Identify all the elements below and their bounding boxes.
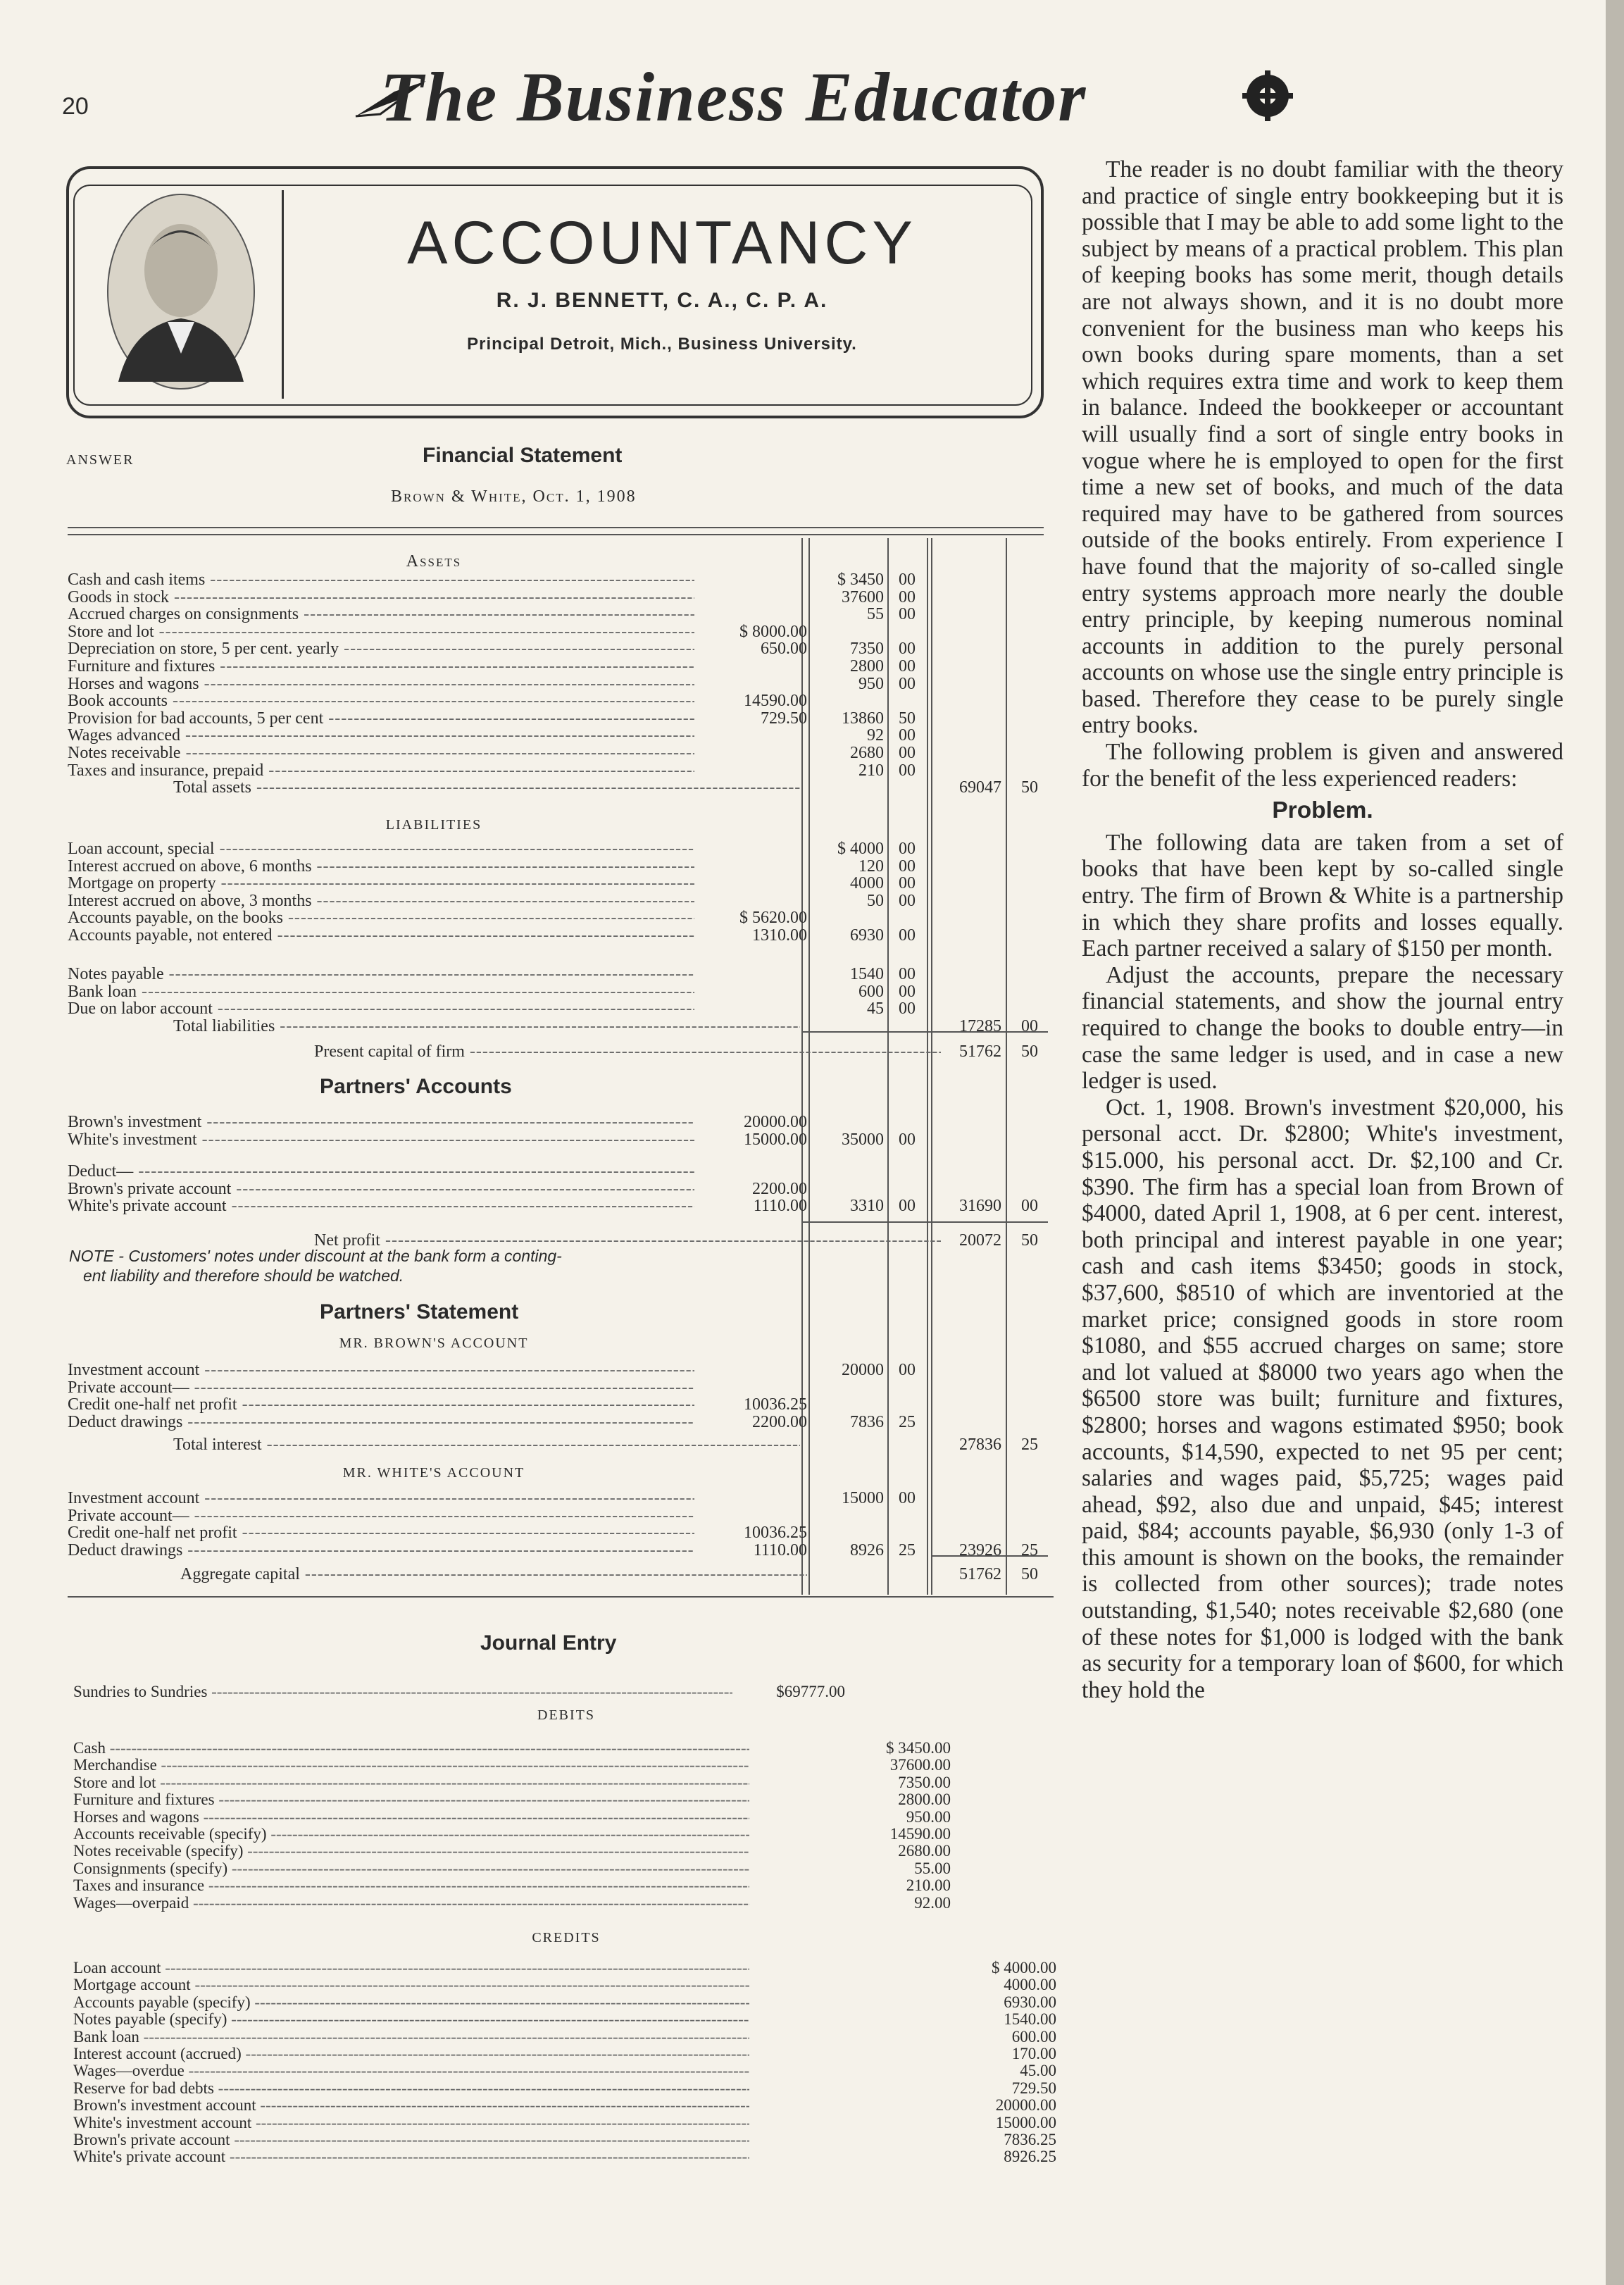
amount-cell: 600 — [858, 982, 884, 1001]
amount-cell: 00 — [899, 1197, 916, 1216]
amount-cell: 120 — [858, 857, 884, 876]
journal-credit-row — [73, 1960, 777, 1976]
partners-accounts-heading: Partners' Accounts — [320, 1075, 512, 1098]
row-label: Provision for bad accounts, 5 per cent ----- — [68, 709, 694, 728]
row-label: Deduct drawings ----- — [68, 1541, 694, 1559]
amount-cell: 00 — [899, 674, 916, 693]
amount-cell: 7836 — [850, 1412, 884, 1431]
credit-amount: 1540.00 — [1004, 2010, 1056, 2029]
article-title: ACCOUNTANCY — [407, 209, 917, 277]
debit-amount: 92.00 — [914, 1893, 951, 1912]
row-label: Deduct— ----- — [68, 1162, 694, 1181]
journal-credit-row — [73, 2062, 777, 2079]
amount-cell: 25 — [1021, 1540, 1038, 1559]
journal-debit-row — [73, 1757, 777, 1774]
statement-row — [68, 605, 800, 623]
paragraph: Adjust the accounts, prepare the necessary financial statements, and show the journal entry required to change the books to double entry—in case the same ledger is used, and in case a new ledger is used. — [1082, 961, 1563, 1095]
statement-row — [68, 744, 800, 762]
row-label: Private account— ----- — [68, 1378, 694, 1397]
row-inner-amount: 15000.00 — [744, 1130, 807, 1149]
statement-row — [68, 983, 800, 1001]
amount-cell: 00 — [899, 857, 916, 876]
amount-cell: 210 — [858, 761, 884, 780]
amount-cell: 00 — [899, 761, 916, 780]
row-label: Goods in stock ----- — [68, 588, 694, 606]
assets-heading: Assets — [406, 552, 462, 571]
row-inner-amount: 2200.00 — [752, 1179, 807, 1198]
journal-credit-row — [73, 2029, 777, 2046]
credit-amount: 4000.00 — [1004, 1976, 1056, 1994]
amount-cell: 25 — [899, 1412, 916, 1431]
journal-debit-row — [73, 1774, 777, 1791]
amount-cell: 00 — [899, 1361, 916, 1379]
partners-statement-heading: Partners' Statement — [320, 1300, 519, 1324]
debit-amount: 2680.00 — [898, 1842, 951, 1860]
row-label: Deduct drawings ----- — [68, 1413, 694, 1431]
statement-row — [68, 588, 800, 606]
rule — [68, 527, 1044, 528]
row-label: White's private account ----- — [73, 2148, 749, 2165]
amount-cell: 00 — [899, 657, 916, 675]
amount-cell: 3310 — [850, 1197, 884, 1216]
credit-amount: 6930.00 — [1004, 1993, 1056, 2011]
statement-row — [68, 840, 800, 858]
page-number: 20 — [62, 93, 89, 120]
amount-cell: 50 — [1021, 778, 1038, 797]
row-label: Accounts payable (specify) ----- — [73, 1994, 749, 2011]
statement-row — [68, 1540, 807, 1559]
row-inner-amount: $ 8000.00 — [739, 622, 807, 641]
amount-cell: 00 — [899, 1000, 916, 1019]
amount-cell: 31690 — [959, 1197, 1001, 1216]
statement-row — [68, 1412, 807, 1431]
amount-cell: 00 — [899, 571, 916, 589]
amount-cell: 00 — [899, 926, 916, 945]
amount-cell: 00 — [1021, 1197, 1038, 1216]
amount-cell: 00 — [899, 965, 916, 983]
row-label: Consignments (specify) ----- — [73, 1860, 749, 1877]
row-inner-amount: 2200.00 — [752, 1412, 807, 1431]
row-label: Brown's private account ----- — [68, 1180, 694, 1198]
credit-amount: $ 4000.00 — [992, 1959, 1056, 1976]
row-label: Depreciation on store, 5 per cent. yearly ----- — [68, 640, 694, 658]
statement-row — [68, 1197, 807, 1216]
journal-debit-row — [73, 1791, 777, 1808]
page-edge — [1606, 0, 1624, 2285]
row-label: Notes receivable ----- — [68, 744, 694, 762]
statement-row — [68, 657, 800, 675]
amount-cell: 69047 — [959, 778, 1001, 797]
amount-cell: 13860 — [842, 709, 884, 728]
debit-amount: 210.00 — [906, 1876, 951, 1895]
amount-cell: 00 — [899, 982, 916, 1001]
statement-row — [68, 965, 800, 983]
statement-row — [68, 909, 807, 928]
amount-cell: 00 — [899, 587, 916, 606]
row-label: Horses and wagons ----- — [68, 675, 694, 693]
row-label: Wages—overpaid ----- — [73, 1895, 749, 1912]
row-label: Aggregate capital ----- — [68, 1565, 807, 1583]
row-inner-amount: 14590.00 — [744, 692, 807, 711]
credit-amount: 15000.00 — [995, 2113, 1056, 2131]
statement-row — [68, 675, 800, 693]
amount-cell: 25 — [1021, 1436, 1038, 1454]
rule — [68, 1596, 1054, 1598]
statement-subtitle: Brown & White, Oct. 1, 1908 — [391, 487, 637, 506]
journal-credit-row — [73, 2080, 777, 2097]
statement-row — [68, 1162, 800, 1181]
statement-row — [68, 1524, 807, 1543]
brown-heading: MR. BROWN'S ACCOUNT — [339, 1335, 529, 1351]
row-label: Mortgage account ----- — [73, 1976, 749, 1993]
row-inner-amount: 20000.00 — [744, 1113, 807, 1131]
row-label: Brown's private account ----- — [73, 2131, 749, 2148]
emblem-icon — [1239, 68, 1296, 124]
amount-cell: 00 — [899, 605, 916, 624]
rule — [803, 1031, 1048, 1033]
row-inner-amount: 10036.25 — [744, 1395, 807, 1414]
column-rule — [887, 538, 889, 1595]
rule — [931, 1555, 1048, 1557]
row-label: Furniture and fixtures ----- — [68, 657, 694, 675]
journal-credit-row — [73, 2046, 777, 2062]
amount-cell: 2800 — [850, 657, 884, 675]
debits-heading: DEBITS — [537, 1707, 595, 1723]
row-label: Loan account, special ----- — [68, 840, 694, 858]
statement-row — [68, 1130, 807, 1149]
amount-cell: 37600 — [842, 587, 884, 606]
journal-credit-row — [73, 2131, 777, 2148]
row-inner-amount: $ 5620.00 — [739, 909, 807, 928]
statement-row — [68, 692, 807, 711]
amount-cell: 2680 — [850, 744, 884, 762]
row-label: Credit one-half net profit ----- — [68, 1395, 694, 1414]
row-label: Store and lot ----- — [68, 623, 694, 641]
row-label: Cash ----- — [73, 1740, 749, 1757]
amount-cell: 17285 — [959, 1016, 1001, 1035]
row-label: Investment account ----- — [68, 1361, 694, 1379]
statement-title: Financial Statement — [423, 444, 623, 467]
statement-row — [68, 1113, 807, 1131]
statement-row — [68, 622, 807, 641]
journal-credit-row — [73, 2115, 777, 2131]
amount-cell: 92 — [867, 726, 884, 745]
journal-debit-row — [73, 1826, 777, 1843]
row-inner-amount: 650.00 — [761, 640, 807, 659]
amount-cell: 15000 — [842, 1489, 884, 1507]
row-label: Notes receivable (specify) ----- — [73, 1843, 749, 1860]
row-label: Accounts payable, on the books ----- — [68, 909, 694, 927]
statement-note: NOTE - Customers' notes under discount at the bank form a conting- — [69, 1247, 562, 1265]
credit-amount: 20000.00 — [995, 2096, 1056, 2115]
statement-row — [68, 874, 800, 892]
amount-cell: 50 — [1021, 1231, 1038, 1250]
statement-row — [68, 1507, 800, 1525]
amount-cell: 50 — [899, 709, 916, 728]
statement-row — [68, 1179, 807, 1198]
row-label: Private account— ----- — [68, 1507, 694, 1525]
rule — [803, 1221, 1048, 1223]
amount-cell: 1540 — [850, 965, 884, 983]
statement-row — [68, 1017, 800, 1035]
statement-row — [68, 1489, 800, 1507]
masthead-title: The Business Educator — [380, 58, 1087, 136]
statement-row — [68, 1000, 800, 1018]
credit-amount: 170.00 — [1011, 2045, 1056, 2062]
row-label: Mortgage on property ----- — [68, 874, 694, 892]
amount-cell: $ 4000 — [837, 840, 884, 858]
row-label: White's investment account ----- — [73, 2115, 749, 2131]
journal-debit-row — [73, 1895, 777, 1912]
statement-row — [68, 1042, 800, 1061]
problem-heading: Problem. — [1272, 797, 1373, 824]
amount-cell: 51762 — [959, 1042, 1001, 1061]
amount-cell: 00 — [899, 744, 916, 762]
journal-summary-row — [73, 1683, 742, 1700]
article-author: R. J. BENNETT, C. A., C. P. A. — [496, 289, 828, 312]
debit-amount: 950.00 — [906, 1807, 951, 1826]
row-label: Notes payable (specify) ----- — [73, 2011, 749, 2028]
amount-cell: 50 — [1021, 1042, 1038, 1061]
journal-title: Journal Entry — [480, 1631, 617, 1655]
statement-row — [68, 1395, 807, 1414]
journal-summary-amount: $69777.00 — [732, 1683, 845, 1700]
row-label: Net profit ----- — [68, 1231, 941, 1250]
amount-cell: 950 — [858, 674, 884, 693]
credit-amount: 8926.25 — [1004, 2148, 1056, 2166]
amount-cell: 35000 — [842, 1130, 884, 1149]
paragraph: The following problem is given and answered for the benefit of the less experienced readers: — [1082, 739, 1563, 792]
row-label: Wages—overdue ----- — [73, 2062, 749, 2079]
journal-debit-row — [73, 1877, 777, 1894]
amount-cell: 25 — [899, 1540, 916, 1559]
journal-credit-row — [73, 1976, 777, 1993]
amount-cell: 7350 — [850, 640, 884, 659]
amount-cell: 27836 — [959, 1436, 1001, 1454]
statement-row — [68, 1436, 800, 1454]
row-label: Cash and cash items ----- — [68, 571, 694, 589]
rule — [68, 534, 1044, 535]
row-label: Brown's investment ----- — [68, 1113, 694, 1131]
row-label: Total assets ----- — [68, 778, 800, 797]
column-rule — [808, 538, 810, 1595]
amount-cell: 50 — [1021, 1565, 1038, 1583]
row-label: Interest accrued on above, 3 months ----- — [68, 892, 694, 910]
row-label: Furniture and fixtures ----- — [73, 1791, 749, 1808]
statement-row — [68, 640, 807, 659]
amount-cell: 00 — [899, 874, 916, 893]
debit-amount: 55.00 — [914, 1859, 951, 1877]
row-label: Brown's investment account ----- — [73, 2097, 749, 2114]
journal-debit-row — [73, 1843, 777, 1860]
row-inner-amount: 10036.25 — [744, 1524, 807, 1543]
row-label: Book accounts ----- — [68, 692, 694, 710]
author-affiliation: Principal Detroit, Mich., Business University. — [467, 335, 857, 354]
statement-row — [68, 1565, 800, 1583]
row-label: Credit one-half net profit ----- — [68, 1524, 694, 1542]
amount-cell: 00 — [899, 840, 916, 858]
row-label: Accounts receivable (specify) ----- — [73, 1826, 749, 1843]
row-label: Sundries to Sundries ----- — [73, 1683, 749, 1700]
debit-amount: $ 3450.00 — [886, 1739, 951, 1757]
row-label: Interest accrued on above, 6 months ----- — [68, 857, 694, 876]
amount-cell: $ 3450 — [837, 571, 884, 589]
row-label: Merchandise ----- — [73, 1757, 749, 1774]
row-label: Investment account ----- — [68, 1489, 694, 1507]
row-label: Loan account ----- — [73, 1960, 749, 1976]
statement-row — [68, 926, 807, 945]
amount-cell: 6930 — [850, 926, 884, 945]
credit-amount: 600.00 — [1011, 2027, 1056, 2046]
row-inner-amount: 1110.00 — [753, 1197, 807, 1216]
row-label: Interest account (accrued) ----- — [73, 2046, 749, 2062]
row-label: Store and lot ----- — [73, 1774, 749, 1791]
amount-cell: 23926 — [959, 1540, 1001, 1559]
column-rule — [1006, 538, 1007, 1595]
row-label: Accrued charges on consignments ----- — [68, 605, 694, 623]
row-label: Bank loan ----- — [68, 983, 694, 1001]
row-inner-amount: 729.50 — [761, 709, 807, 728]
amount-cell: 00 — [899, 640, 916, 659]
debit-amount: 2800.00 — [898, 1791, 951, 1809]
row-label: White's investment ----- — [68, 1131, 694, 1149]
amount-cell: 55 — [867, 605, 884, 624]
credit-amount: 7836.25 — [1004, 2131, 1056, 2148]
statement-row — [68, 857, 800, 876]
credit-amount: 45.00 — [1020, 2062, 1056, 2080]
credit-amount: 729.50 — [1011, 2079, 1056, 2097]
paragraph: The following data are taken from a set of books that have been kept by so-called single entry. The firm of Brown & White is a partnership in which they share profits and losses equally. Each partner received a salary of $150 per month. — [1082, 829, 1563, 962]
journal-credit-row — [73, 2011, 777, 2028]
row-label: Present capital of firm ----- — [68, 1042, 941, 1061]
row-label: Accounts payable, not entered ----- — [68, 926, 694, 945]
amount-cell: 51762 — [959, 1565, 1001, 1583]
amount-cell: 4000 — [850, 874, 884, 893]
paragraph: The reader is no doubt familiar with the theory and practice of single entry bookkeeping but it is possible that I may be able to add some light to the subject by means of a practical problem. This plan of keeping books has some merit, though details are not always shown, and it is no doubt more convenient for the business man who keeps his own books during spare moments, than a set which requires extra time and work to keep them in balance. Indeed the bookkeeper or accountant will usually find a sort of single entry books in vogue where he is employed to open for the first time a new set of books, and much of the data required may have to be gathered from sources outside of the books entirely. From experience I have found that the majority of so-called single entry systems approach more nearly the double entry principle, by keeping numerous nominal accounts in addition to the purely personal accounts on whose use the single entry principle is based. Therefore they cease to be purely single entry books. — [1082, 156, 1563, 739]
statement-row — [68, 726, 800, 745]
statement-row — [68, 1361, 800, 1379]
row-label: Wages advanced ----- — [68, 726, 694, 745]
statement-row — [68, 761, 800, 780]
amount-cell: 00 — [899, 726, 916, 745]
journal-debit-row — [73, 1860, 777, 1877]
amount-cell: 50 — [867, 891, 884, 910]
row-inner-amount: 1110.00 — [753, 1540, 807, 1559]
portrait-image — [104, 192, 258, 392]
row-label: Due on labor account ----- — [68, 1000, 694, 1018]
row-label: Taxes and insurance, prepaid ----- — [68, 761, 694, 780]
statement-row — [68, 778, 800, 797]
debit-amount: 7350.00 — [898, 1773, 951, 1791]
statement-row — [68, 709, 807, 728]
amount-cell: 00 — [899, 891, 916, 910]
statement-row — [68, 571, 800, 589]
amount-cell: 00 — [899, 1489, 916, 1507]
amount-cell: 45 — [867, 1000, 884, 1019]
journal-credit-row — [73, 2148, 777, 2165]
statement-row — [68, 1378, 800, 1397]
credits-heading: CREDITS — [532, 1930, 601, 1945]
journal-credit-row — [73, 2097, 777, 2114]
amount-cell: 20072 — [959, 1231, 1001, 1250]
row-label: Total liabilities ----- — [68, 1017, 800, 1035]
journal-credit-row — [73, 1994, 777, 2011]
debit-amount: 14590.00 — [889, 1825, 951, 1843]
journal-debit-row — [73, 1740, 777, 1757]
statement-note: ent liability and therefore should be watched. — [83, 1266, 404, 1285]
row-label: Reserve for bad debts ----- — [73, 2080, 749, 2097]
row-label: White's private account ----- — [68, 1197, 694, 1215]
liabilities-heading: LIABILITIES — [385, 817, 482, 833]
amount-cell: 00 — [899, 1130, 916, 1149]
row-label: Bank loan ----- — [73, 2029, 749, 2046]
paragraph: Oct. 1, 1908. Brown's investment $20,000, his personal acct. Dr. $2800; White's investment, $15.000, his personal acct. Dr. $2,100 and Cr. $390. The firm has a special loan from Brown of $4000, dated April 1, 1908, at 6 per cent. interest, both principal and interest payable in one year; cash and cash items $3450; goods in stock, $37,600, $8510 of which are inventoried at the market price; consigned goods in store room $1080, and $55 accrued charges on same; store and lot valued at $8000 two years ago when the $6500 store was built; furniture and fixtures, $2800; horses and wagons estimated $950; book accounts, $14,590, expected to net 95 per cent; salaries and wages paid, $5,725; wages paid ahead, $92, also due and unpaid, $45; interest paid, $84; accounts payable, $6,930 (only 1-3 of this amount is shown on the books, the remainder is collected from other sources); trade notes outstanding, $1,540; notes receivable $2,680 (one of these notes for $1,000 is lodged with the bank as security for a temporary loan of $600, for which they hold the — [1082, 1094, 1563, 1703]
article-text — [1082, 156, 1563, 1703]
answer-label: ANSWER — [66, 452, 135, 468]
row-label: Total interest ----- — [68, 1436, 800, 1454]
column-rule — [927, 538, 928, 1595]
row-inner-amount: 1310.00 — [752, 926, 807, 945]
amount-cell: 00 — [1021, 1016, 1038, 1035]
journal-debit-row — [73, 1809, 777, 1826]
amount-cell: 8926 — [850, 1540, 884, 1559]
statement-row — [68, 892, 800, 910]
row-label: Notes payable ----- — [68, 965, 694, 983]
amount-cell: 20000 — [842, 1361, 884, 1379]
white-heading: MR. WHITE'S ACCOUNT — [342, 1465, 525, 1481]
row-label: Taxes and insurance ----- — [73, 1877, 749, 1894]
debit-amount: 37600.00 — [889, 1756, 951, 1774]
row-label: Horses and wagons ----- — [73, 1809, 749, 1826]
